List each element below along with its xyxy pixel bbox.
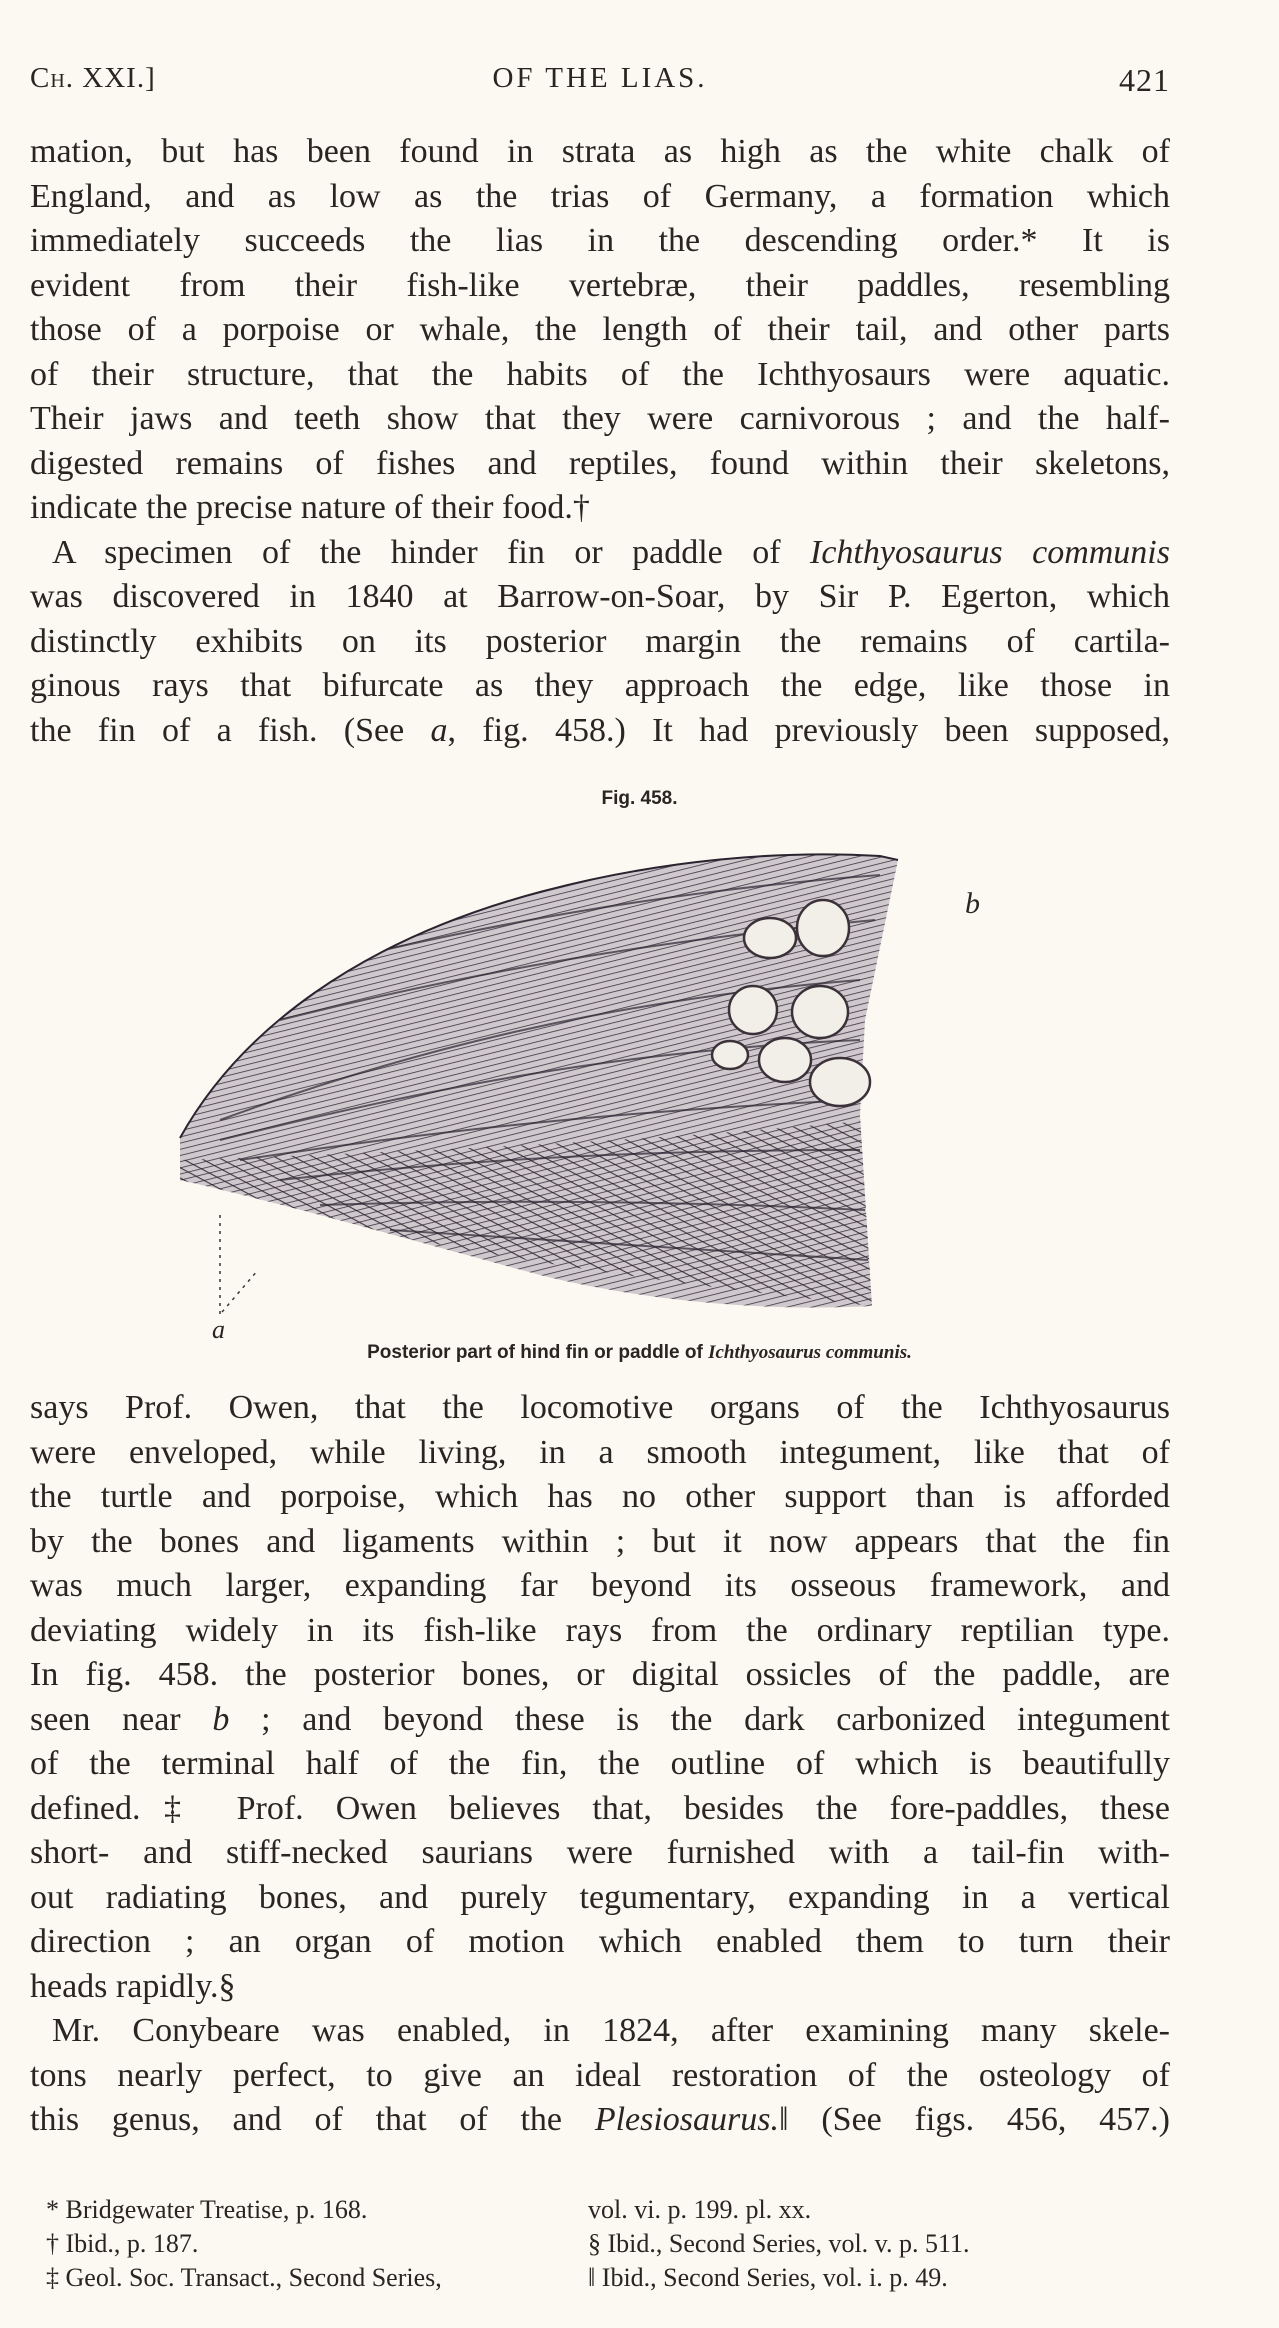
text-line: says Prof. Owen, that the locomotive organs of the Ichthyosaurus: [30, 1389, 1170, 1426]
text-line: was discovered in 1840 at Barrow-on-Soar, by Sir P. Egerton, which: [30, 578, 1170, 615]
page-title: OF THE LIAS.: [492, 62, 708, 94]
marker-a: a: [212, 1315, 225, 1340]
text-line: of the terminal half of the fin, the outline of which is beautifully: [30, 1745, 1170, 1782]
page-number: 421: [1119, 62, 1170, 98]
text-line: heads rapidly.§: [30, 1967, 236, 2005]
text-line: out radiating bones, and purely tegumentary, expanding in a vertical: [30, 1878, 1170, 1916]
text-line: evident from their fish-like vertebræ, their paddles, resembling: [30, 266, 1170, 304]
fin-illustration: [160, 820, 1020, 1340]
text-line: were enveloped, while living, in a smooth integument, like that of: [30, 1433, 1170, 1471]
text-line: was much larger, expanding far beyond its osseous framework, and: [30, 1567, 1170, 1604]
footnote: vol. vi. p. 199. pl. xx.: [588, 2195, 812, 2224]
text-line: Their jaws and teeth show that they were carnivorous ; and the half-: [30, 400, 1170, 437]
text-line: defined.‡ Prof. Owen believes that, besides the fore-paddles, these: [30, 1789, 1170, 1827]
text-run: the fin of a fish. (See: [30, 711, 431, 749]
text-line: direction ; an organ of motion which enabled them to turn their: [30, 1923, 1170, 1960]
text-line: [30, 531, 1170, 576]
footnote: ‖ Ibid., Second Series, vol. i. p. 49.: [588, 2263, 948, 2292]
chapter-label: Ch. XXI.]: [30, 62, 156, 94]
text-line: Mr. Conybeare was enabled, in 1824, after examining many skele-: [52, 2012, 1170, 2049]
figure-ref-letter: b: [212, 1700, 230, 1738]
figure-label: Fig. 458.: [601, 788, 678, 809]
text-block-bottom: [30, 1386, 1170, 2143]
footnote: † Ibid., p. 187.: [46, 2229, 199, 2258]
text-line: England, and as low as the trias of Germany, a formation which: [30, 177, 1170, 215]
text-line: [30, 2098, 1170, 2143]
fin-body: [160, 820, 1020, 1340]
footnotes-right: [588, 2193, 970, 2295]
text-line: those of a porpoise or whale, the length of their tail, and other parts: [30, 311, 1170, 348]
text-run: A specimen of the hinder fin or paddle of: [52, 533, 810, 571]
footnotes-left: [46, 2193, 442, 2295]
genus-name: Plesiosaurus.: [594, 2101, 780, 2138]
text-run: ; and beyond these is the dark carbonized integument: [229, 1700, 1171, 1738]
text-line: In fig. 458. the posterior bones, or digital ossicles of the paddle, are: [30, 1656, 1170, 1693]
running-head: [30, 62, 1170, 102]
text-run: , fig. 458.) It had previously been supposed,: [447, 711, 1170, 749]
footnote: § Ibid., Second Series, vol. v. p. 511.: [588, 2229, 970, 2258]
footnote: ‡ Geol. Soc. Transact., Second Series,: [46, 2263, 442, 2292]
text-run: ‖ (See figs. 456, 457.): [779, 2101, 1171, 2138]
text-line: immediately succeeds the lias in the descending order.* It is: [30, 222, 1170, 259]
text-line: mation, but has been found in strata as high as the white chalk of: [30, 133, 1170, 170]
text-line: digested remains of fishes and reptiles, found within their skeletons,: [30, 444, 1170, 482]
text-line: by the bones and ligaments within ; but it now appears that the fin: [30, 1522, 1170, 1560]
marker-b: b: [965, 887, 980, 920]
text-line: the turtle and porpoise, which has no other support than is afforded: [30, 1478, 1170, 1515]
text-line: short- and stiff-necked saurians were furnished with a tail-fin with-: [30, 1834, 1170, 1871]
text-line: of their structure, that the habits of the Ichthyosaurs were aquatic.: [30, 355, 1170, 393]
species-name: Ichthyosaurus communis: [810, 533, 1170, 571]
text-run: this genus, and of that of the: [30, 2101, 595, 2138]
text-block-top: [30, 130, 1170, 753]
text-line: deviating widely in its fish-like rays from the ordinary reptilian type.: [30, 1611, 1170, 1649]
figure-ref-letter: a: [430, 711, 448, 749]
text-line: indicate the precise nature of their food.†: [30, 489, 590, 526]
text-line: distinctly exhibits on its posterior margin the remains of cartila-: [30, 622, 1170, 660]
text-line: tons nearly perfect, to give an ideal restoration of the osteology of: [30, 2056, 1170, 2094]
text-line: [30, 1698, 1170, 1743]
text-run: seen near: [30, 1700, 213, 1738]
caption-text: Posterior part of hind fin or paddle of: [367, 1342, 709, 1363]
figure-caption: [0, 1342, 1279, 1364]
caption-species: Ichthyosaurus communis.: [708, 1342, 912, 1363]
footnote: * Bridgewater Treatise, p. 168.: [46, 2195, 368, 2224]
text-line: [30, 709, 1170, 754]
text-line: ginous rays that bifurcate as they approach the edge, like those in: [30, 667, 1170, 704]
